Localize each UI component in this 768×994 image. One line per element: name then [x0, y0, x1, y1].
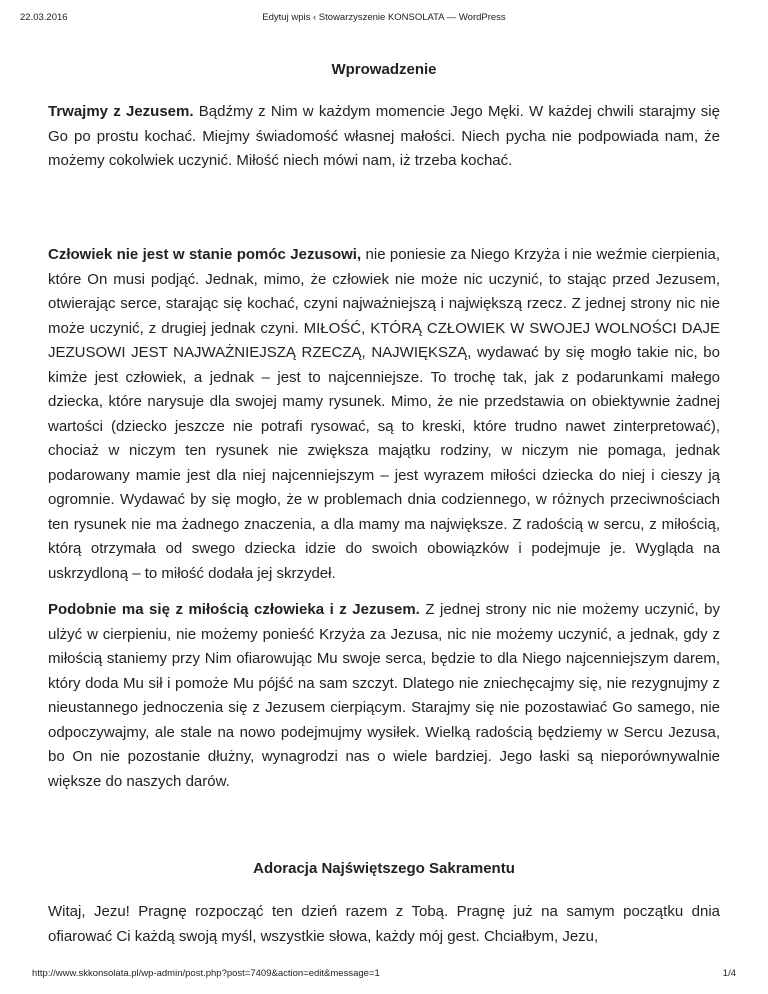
print-page-title: Edytuj wpis ‹ Stowarzyszenie KONSOLATA — WordPress: [262, 12, 506, 23]
paragraph-3-text: Z jednej strony nic nie możemy uczynić, by ulżyć w cierpieniu, nie możemy ponieść Krzyża za Jezusa, nic nie możemy uczynić, a jednak, gdy z miłością staniemy przy Nim ofiarowując Mu swoje serca, będzie to dla Niego najcenniejszym darem, który doda Mu sił i pomoże Mu pójść na sam szczyt. Dlatego nie zniechęcajmy się, nie rezygnujmy z nieustannego jednoczenia się z Jezusem cierpiącym. Starajmy się nie pozostawiać Go samego, nie odpoczywajmy, ale stale na nowo podejmujmy wysiłek. Wielką radością będziemy w Sercu Jezusa, bo On nie pozostanie dłużny, wynagrodzi nas o wiele bardziej. Jego łaski są nieporównywalnie większe do naszych darów.: [48, 601, 720, 790]
intro-heading: Wprowadzenie: [331, 61, 437, 78]
paragraph-4: Witaj, Jezu! Pragnę rozpocząć ten dzień razem z Tobą. Pragnę już na samym początku dnia ofiarować Ci każdą swoją myśl, wszystkie słowa, każdy mój gest. Chciałbym, Jezu,: [48, 903, 720, 945]
adoration-heading: Adoracja Najświętszego Sakramentu: [253, 860, 515, 877]
print-date: 22.03.2016: [20, 12, 68, 23]
print-footer: [32, 968, 736, 982]
paragraph-2-text: nie poniesie za Niego Krzyża i nie weźmie cierpienia, które On musi podjąć. Jednak, mimo, że człowiek nie może nic uczynić, to stając przed Jezusem, otwierając serce, starając się kochać, czyni najważniejszą i największą rzecz. Z jednej strony nic nie może uczynić, z drugiej jednak czyni. MIŁOŚĆ, KTÓRĄ CZŁOWIEK W SWOJEJ WOLNOŚCI DAJE JEZUSOWI JEST NAJWAŻNIEJSZĄ RZECZĄ, NAJWIĘKSZĄ, wydawać by się mogło takie nic, bo kimże jest człowiek, a jednak – jest to najcenniejsze. To trochę tak, jak z podarunkami małego dziecka, które narysuje dla swojej mamy rysunek. Mimo, że nie przedstawia on obiektywnie żadnej wartości (dziecko jeszcze nie potrafi rysować, są to kreski, które trudno nawet zinterpretować), chociaż w niczym ten rysunek nie zwiększa majątku rodziny, w niczym nie pomaga, jednak podarowany mamie jest dla niej najcenniejszym – jest wyrazem miłości dziecka do niej i cieszy ją ogromnie. Wydawać by się mogło, że w problemach dnia codziennego, w różnych przeciwnościach ten rysunek nie ma żadnego znaczenia, a dla mamy ma największe. Z radością w sercu, z miłością, którą otrzymała od swego dziecka idzie do swoich obowiązków i podejmuje je. Wygląda na uskrzydloną – to miłość dodała jej skrzydeł.: [48, 246, 721, 582]
paragraph-1-lead: Trwajmy z Jezusem.: [48, 103, 194, 120]
paragraph-3: [48, 598, 720, 794]
paragraph-3-lead: Podobnie ma się z miłością człowieka i z Jezusem.: [48, 601, 420, 618]
print-url: http://www.skkonsolata.pl/wp-admin/post.php?post=7409&action=edit&message=1: [32, 968, 380, 979]
paragraph-1: [48, 100, 720, 174]
paragraph-2-lead: Człowiek nie jest w stanie pomóc Jezusowi,: [48, 246, 362, 263]
paragraph-2: [48, 243, 720, 586]
print-header: [20, 12, 748, 26]
page-number: 1/4: [722, 968, 736, 979]
paragraph-1-text: Bądźmy z Nim w każdym momencie Jego Męki. W każdej chwili starajmy się Go po prostu kochać. Miejmy świadomość własnej małości. Niech pycha nie podpowiada nam, że możemy cokolwiek uczynić. Miłość niech mówi nam, iż trzeba kochać.: [48, 103, 720, 169]
